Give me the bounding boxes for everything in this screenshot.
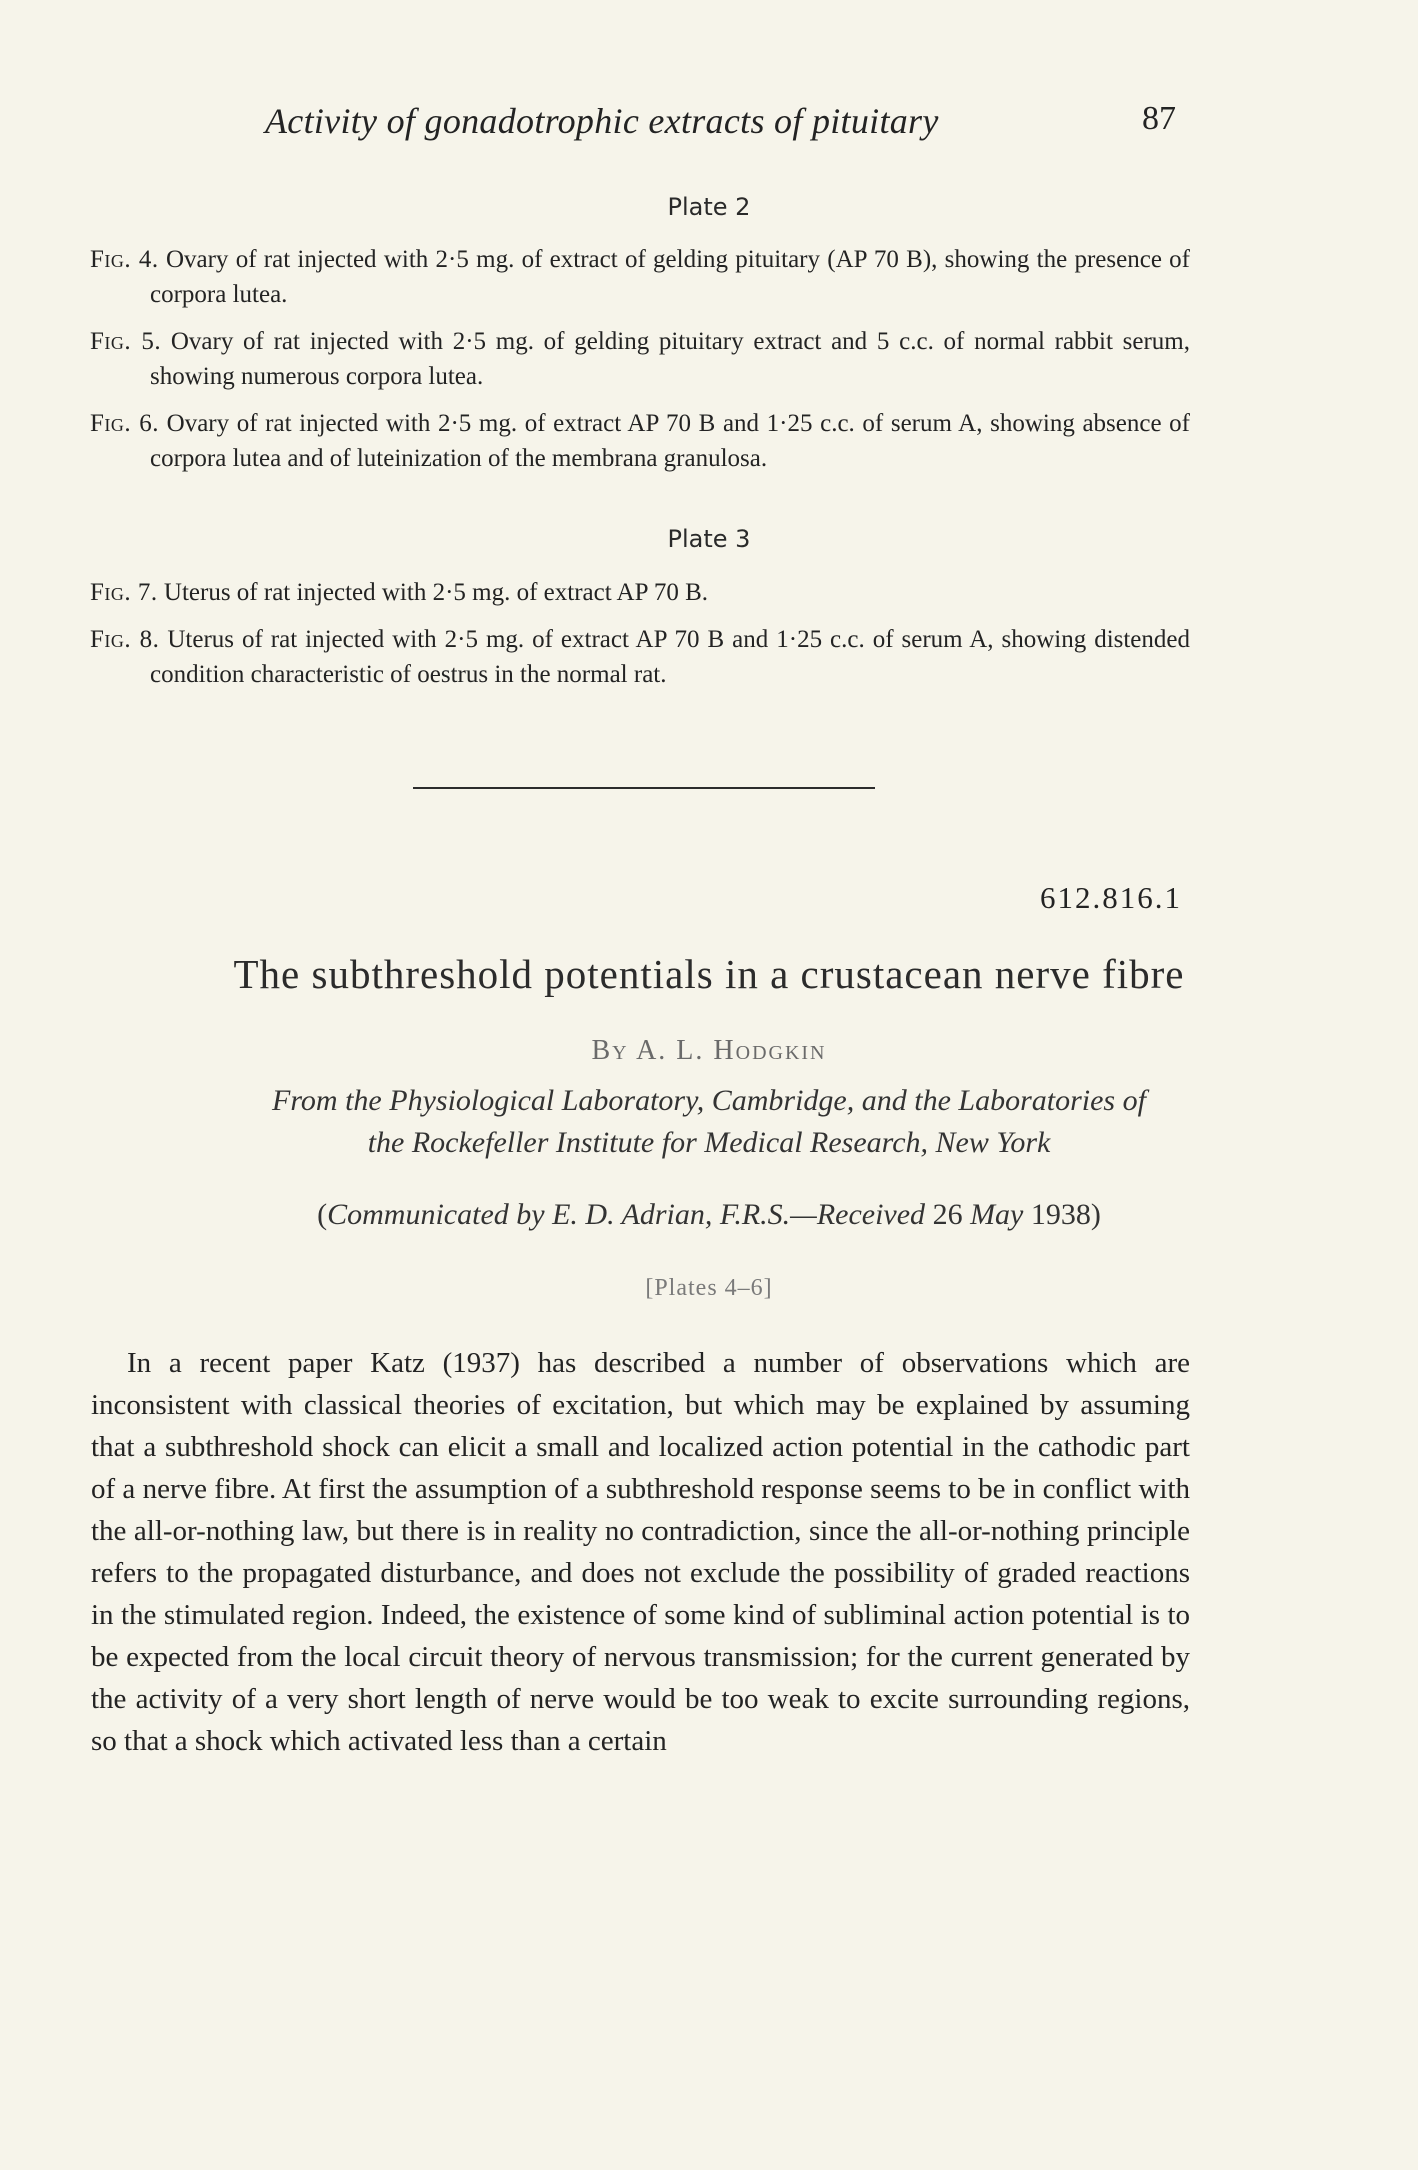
- figure-label: Fig. 7.: [90, 579, 158, 606]
- plate-3-heading: Plate 3: [667, 525, 751, 553]
- article-body-paragraph: In a recent paper Katz (1937) has described a number of observations which are inconsistent with classical theories of excitation, but which may be explained by assuming that a subthreshold shock can elicit a small and localized action potential in the cathodic part of a nerve fibre. At first the assumption of a subthreshold response seems to be in conflict with the all-or-nothing law, but there is in reality no contradiction, since the all-or-nothing principle refers to the propagated disturbance, and does not exclude the possibility of graded reactions in the stimulated region. Indeed, the existence of some kind of subliminal action potential is to be expected from the local circuit theory of nervous transmission; for the current generated by the activity of a very short length of nerve would be too weak to excite surrounding regions, so that a shock which activated less than a certain: [91, 1347, 1190, 1757]
- article-author: By A. L. Hodgkin: [591, 1035, 827, 1066]
- running-head-title: Activity of gonadotrophic extracts of pituitary: [265, 101, 939, 141]
- figure-label: Fig. 5.: [90, 328, 162, 355]
- affiliation-line: From the Physiological Laboratory, Cambridge, and the Laboratories of: [272, 1084, 1146, 1117]
- received-date: 26: [925, 1198, 971, 1231]
- figure-label: Fig. 8.: [90, 626, 160, 653]
- figure-label: Fig. 6.: [90, 410, 160, 437]
- figure-caption-text: Ovary of rat injected with 2·5 mg. of gelding pituitary extract and 5 c.c. of normal rabbit serum, showing numerous corpora lutea.: [150, 328, 1191, 390]
- page-number: 87: [1142, 100, 1176, 137]
- figure-caption: [90, 324, 1190, 394]
- figure-caption: [90, 622, 1190, 692]
- figure-label: Fig. 4.: [90, 246, 159, 273]
- plates-note: [Plates 4–6]: [645, 1275, 773, 1301]
- communicated-open: (: [317, 1198, 328, 1231]
- figure-caption: [90, 575, 1190, 610]
- plate-3-captions: [90, 575, 1190, 704]
- figure-caption-text: Uterus of rat injected with 2·5 mg. of extract AP 70 B and 1·25 c.c. of serum A, showing distended condition characteristic of oestrus in the normal rat.: [150, 626, 1191, 688]
- article-title: The subthreshold potentials in a crustacean nerve fibre: [233, 951, 1185, 997]
- figure-caption: [90, 406, 1190, 476]
- figure-caption-text: Uterus of rat injected with 2·5 mg. of extract AP 70 B.: [163, 579, 708, 606]
- classification-number: 612.816.1: [1040, 880, 1182, 915]
- communicated-line: [0, 1198, 1418, 1232]
- figure-caption-text: Ovary of rat injected with 2·5 mg. of extract of gelding pituitary (AP 70 B), showing the presence of corpora lutea.: [150, 246, 1191, 308]
- communicated-by: Communicated by E. D. Adrian, F.R.S.—Received: [327, 1198, 926, 1231]
- author-affiliation: [0, 1080, 1418, 1164]
- plate-2-heading: Plate 2: [667, 193, 751, 221]
- figure-caption-text: Ovary of rat injected with 2·5 mg. of extract AP 70 B and 1·25 c.c. of serum A, showing absence of corpora lutea and of luteinization of the membrana granulosa.: [150, 410, 1191, 472]
- figure-caption: [90, 242, 1190, 312]
- affiliation-line: the Rockefeller Institute for Medical Research, New York: [367, 1126, 1051, 1159]
- plate-2-captions: [90, 242, 1190, 488]
- received-month: May: [970, 1198, 1024, 1231]
- section-divider: [413, 787, 875, 789]
- running-head: [0, 100, 1418, 150]
- received-year: 1938): [1023, 1198, 1101, 1231]
